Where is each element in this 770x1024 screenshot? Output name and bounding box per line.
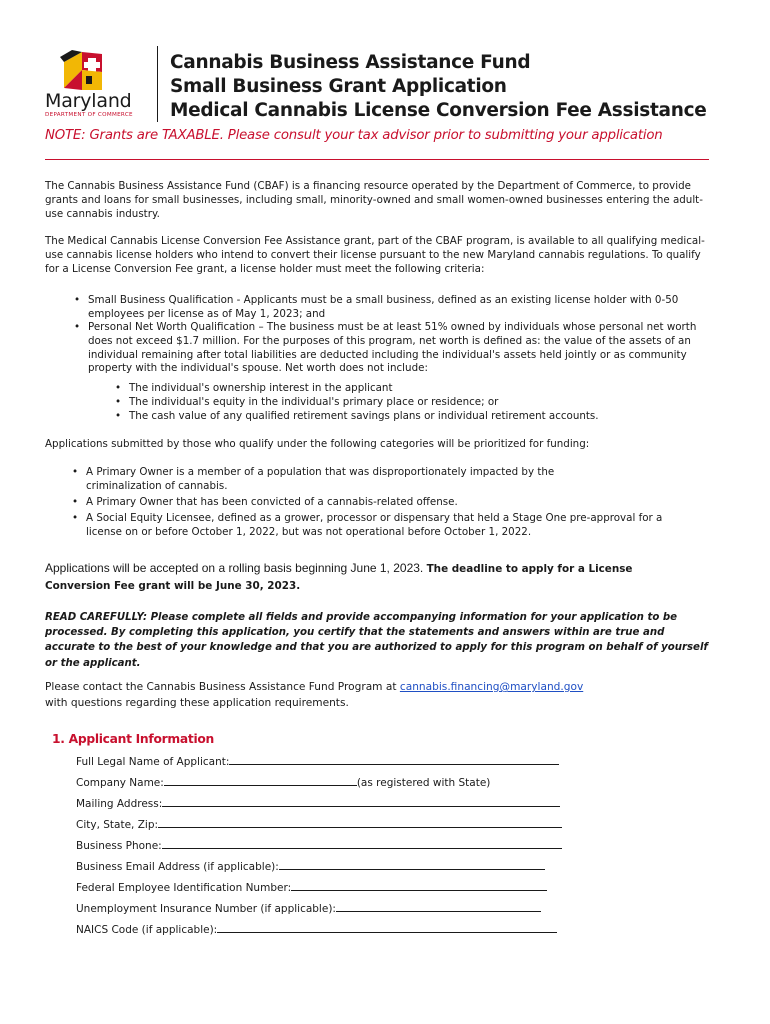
criteria-item: • Small Business Qualification - Applicants must be a small business, defined as an existing license holder with 0-50 employees per license as of May 1, 2023; and [74, 294, 679, 320]
contact-paragraph: Please contact the Cannabis Business Assistance Fund Program at cannabis.financing@maryland.gov with questions regarding these application requirements. [45, 681, 584, 709]
mailing-address-input[interactable] [162, 796, 560, 807]
naics-input[interactable] [217, 922, 557, 933]
naics-field[interactable]: NAICS Code (if applicable): [76, 922, 557, 936]
bullet-icon: • [72, 512, 79, 524]
company-name-input[interactable] [164, 775, 357, 786]
intro-paragraph-2: The Medical Cannabis License Conversion Fee Assistance grant, part of the CBAF program, is available to all qualifying medical-use cannabis license holders who intend to convert their license pursuant to the new Maryland cannabis regulations. To qualify for a License Conversion Fee grant, a license holder must meet the following criteria: [45, 235, 705, 275]
fein-field[interactable]: Federal Employee Identification Number: [76, 880, 547, 894]
ui-number-input[interactable] [336, 901, 541, 912]
exclusion-item: • The cash value of any qualified retirement savings plans or individual retirement accounts. [115, 410, 599, 422]
title-line-3: Medical Cannabis License Conversion Fee Assistance [170, 100, 707, 121]
deadline-text: The deadline to apply for a License Conversion Fee grant will be June 30, 2023. [45, 563, 633, 592]
mailing-address-field[interactable]: Mailing Address: [76, 796, 560, 810]
legal-name-input[interactable] [229, 754, 559, 765]
bullet-icon: • [74, 294, 81, 306]
fein-input[interactable] [291, 880, 547, 891]
ui-number-field[interactable]: Unemployment Insurance Number (if applicable): [76, 901, 541, 915]
note-divider [45, 159, 709, 160]
exclusion-item: • The individual's ownership interest in the applicant [115, 382, 393, 394]
rolling-deadline-paragraph: Applications will be accepted on a rolling basis beginning June 1, 2023. The deadline to apply for a License Conversion Fee grant will be June 30, 2023. [45, 561, 633, 592]
intro-paragraph-1: The Cannabis Business Assistance Fund (CBAF) is a financing resource operated by the Department of Commerce, to provide grants and loans for small businesses, including small, minority-owned and small women-owned businesses entering the adult-use cannabis industry. [45, 180, 703, 220]
contact-email-link[interactable]: cannabis.financing@maryland.gov [399, 681, 584, 693]
title-line-1: Cannabis Business Assistance Fund [170, 52, 531, 73]
priority-item: • A Primary Owner that has been convicted of a cannabis-related offense. [72, 496, 458, 508]
priority-intro: Applications submitted by those who qualify under the following categories will be prioritized for funding: [45, 438, 590, 450]
bullet-icon: • [115, 410, 122, 422]
bullet-icon: • [74, 321, 81, 333]
logo-subtext: DEPARTMENT OF COMMERCE [45, 112, 133, 118]
read-carefully-paragraph: READ CAREFULLY: Please complete all fields and provide accompanying information for your application to be processed. By completing this application, you certify that the statements and answers within are true and accurate to the best of your knowledge and that you are authorized to apply for this program on behalf of yourself or the applicant. [45, 612, 708, 669]
bullet-icon: • [115, 382, 122, 394]
city-state-zip-field[interactable]: City, State, Zip: [76, 817, 562, 831]
business-email-field[interactable]: Business Email Address (if applicable): [76, 859, 545, 873]
city-state-zip-input[interactable] [158, 817, 562, 828]
header-divider [157, 46, 158, 122]
title-line-2: Small Business Grant Application [170, 76, 507, 97]
bullet-icon: • [72, 496, 79, 508]
maryland-flag-icon [42, 48, 142, 92]
business-email-input[interactable] [279, 859, 545, 870]
priority-item: • A Social Equity Licensee, defined as a grower, processor or dispensary that held a Stage One pre-approval for a license on or before October 1, 2022, but was not operational before October 1, 2022. [72, 512, 663, 538]
criteria-item: • Personal Net Worth Qualification – The business must be at least 51% owned by individuals whose personal net worth does not exceed $1.7 million. For the purposes of this program, net worth is defined as: the value of the assets of an individual remaining after total liabilities are deducted including the individual's assets held jointly or as community property with the individual's spouse. Net worth does not include: [74, 321, 697, 375]
business-phone-field[interactable]: Business Phone: [76, 838, 562, 852]
bullet-icon: • [115, 396, 122, 408]
exclusion-item: • The individual's equity in the individual's primary place or residence; or [115, 396, 499, 408]
company-name-field[interactable]: Company Name: (as registered with State) [76, 777, 491, 789]
bullet-icon: • [72, 466, 79, 478]
priority-item: • A Primary Owner is a member of a population that was disproportionately impacted by the criminalization of cannabis. [72, 466, 555, 492]
tax-note: NOTE: Grants are TAXABLE. Please consult your tax advisor prior to submitting your application [45, 128, 663, 143]
business-phone-input[interactable] [162, 838, 562, 849]
section-1-heading: 1. Applicant Information [52, 732, 214, 746]
logo-wordmark: Maryland [45, 90, 132, 112]
legal-name-field[interactable]: Full Legal Name of Applicant: [76, 754, 559, 768]
